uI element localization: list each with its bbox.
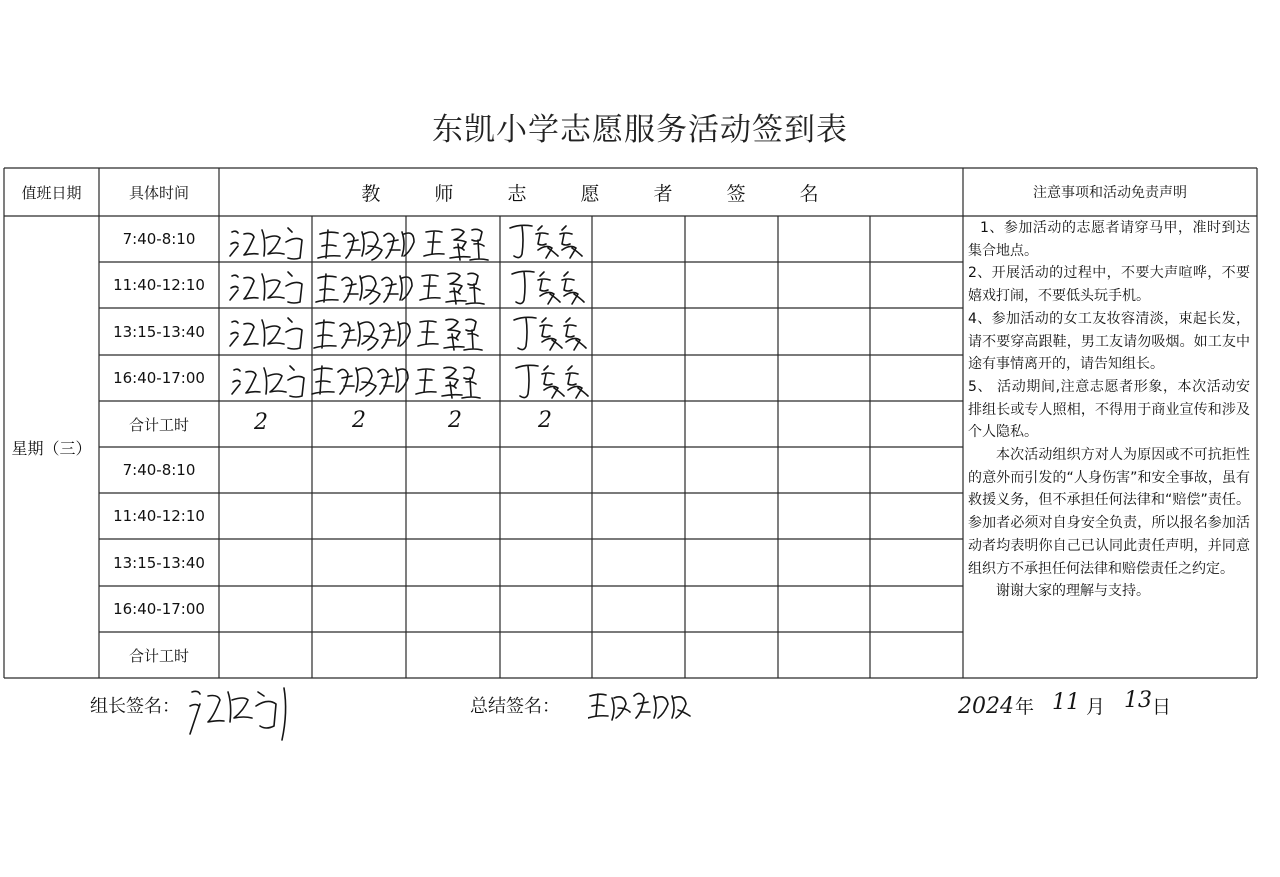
leader-signature-label: 组长签名： [90, 696, 180, 717]
time-cell: 11:40-12:10 [113, 276, 205, 294]
time-cell: 13:15-13:40 [113, 322, 205, 341]
hours-value: 2 [352, 408, 366, 433]
day-label: 星期（三） [11, 438, 92, 458]
date-year: 2024 [958, 694, 1014, 719]
date-month-char: 月 [1086, 696, 1106, 718]
time-cell: 16:40-17:00 [113, 600, 205, 618]
time-cell: 11:40-12:10 [113, 507, 205, 525]
leader-signature [188, 684, 308, 744]
header-time: 具体时间 [128, 183, 189, 202]
header-notes: 注意事项和活动免责声明 [1033, 185, 1187, 201]
date-day: 13 [1124, 688, 1152, 713]
header-duty-date: 值班日期 [21, 183, 82, 202]
time-cell: 7:40-8:10 [122, 461, 196, 479]
time-cell: 7:40-8:10 [122, 230, 196, 248]
disclaimer: 本次活动组织方对人为原因或不可抗拒性的意外而引发的“人身伤害”和安全事故，虽有救援义务，但不承担任何法律和“赔偿”责任。参加者必须对自身安全负责，所以报名参加活动者均表明你自己已认同此责任声明，并同意组织方不承担任何法律和赔偿责任之约定。 [968, 447, 1250, 577]
summary-signature [588, 688, 708, 728]
header-signatures: 教 师 志 愿 者 签 名 [361, 182, 821, 205]
hours-value: 2 [448, 408, 462, 433]
note-item: 2、开展活动的过程中，不要大声喧哗，不要嬉戏打闹，不要低头玩手机。 [968, 265, 1250, 305]
note-item: 1、参加活动的志愿者请穿马甲，准时到达集合地点。 [968, 220, 1250, 259]
hours-value: 2 [538, 408, 552, 433]
date-month: 11 [1052, 690, 1080, 715]
note-item: 4、参加活动的女工友妆容清淡，束起长发，请不要穿高跟鞋，男工友请勿吸烟。如工友中途有事情离开的，请告知组长。 [968, 310, 1250, 373]
time-cell: 13:15-13:40 [113, 553, 205, 572]
notes-panel [968, 217, 1250, 603]
note-item: 5、 活动期间,注意志愿者形象，本次活动安排组长或专人照相，不得用于商业宣传和涉及个人隐私。 [968, 378, 1250, 441]
summary-signature-label: 总结签名： [470, 696, 560, 717]
date-year-char: 年 [1015, 696, 1035, 718]
hours-value: 2 [254, 410, 268, 435]
total-hours-label: 合计工时 [128, 415, 189, 434]
date-day-char: 日 [1152, 696, 1172, 718]
sheet-title: 东凯小学志愿服务活动签到表 [432, 112, 848, 148]
total-hours-label: 合计工时 [128, 646, 189, 665]
time-cell: 16:40-17:00 [113, 369, 205, 387]
thanks-note: 谢谢大家的理解与支持。 [996, 583, 1150, 600]
